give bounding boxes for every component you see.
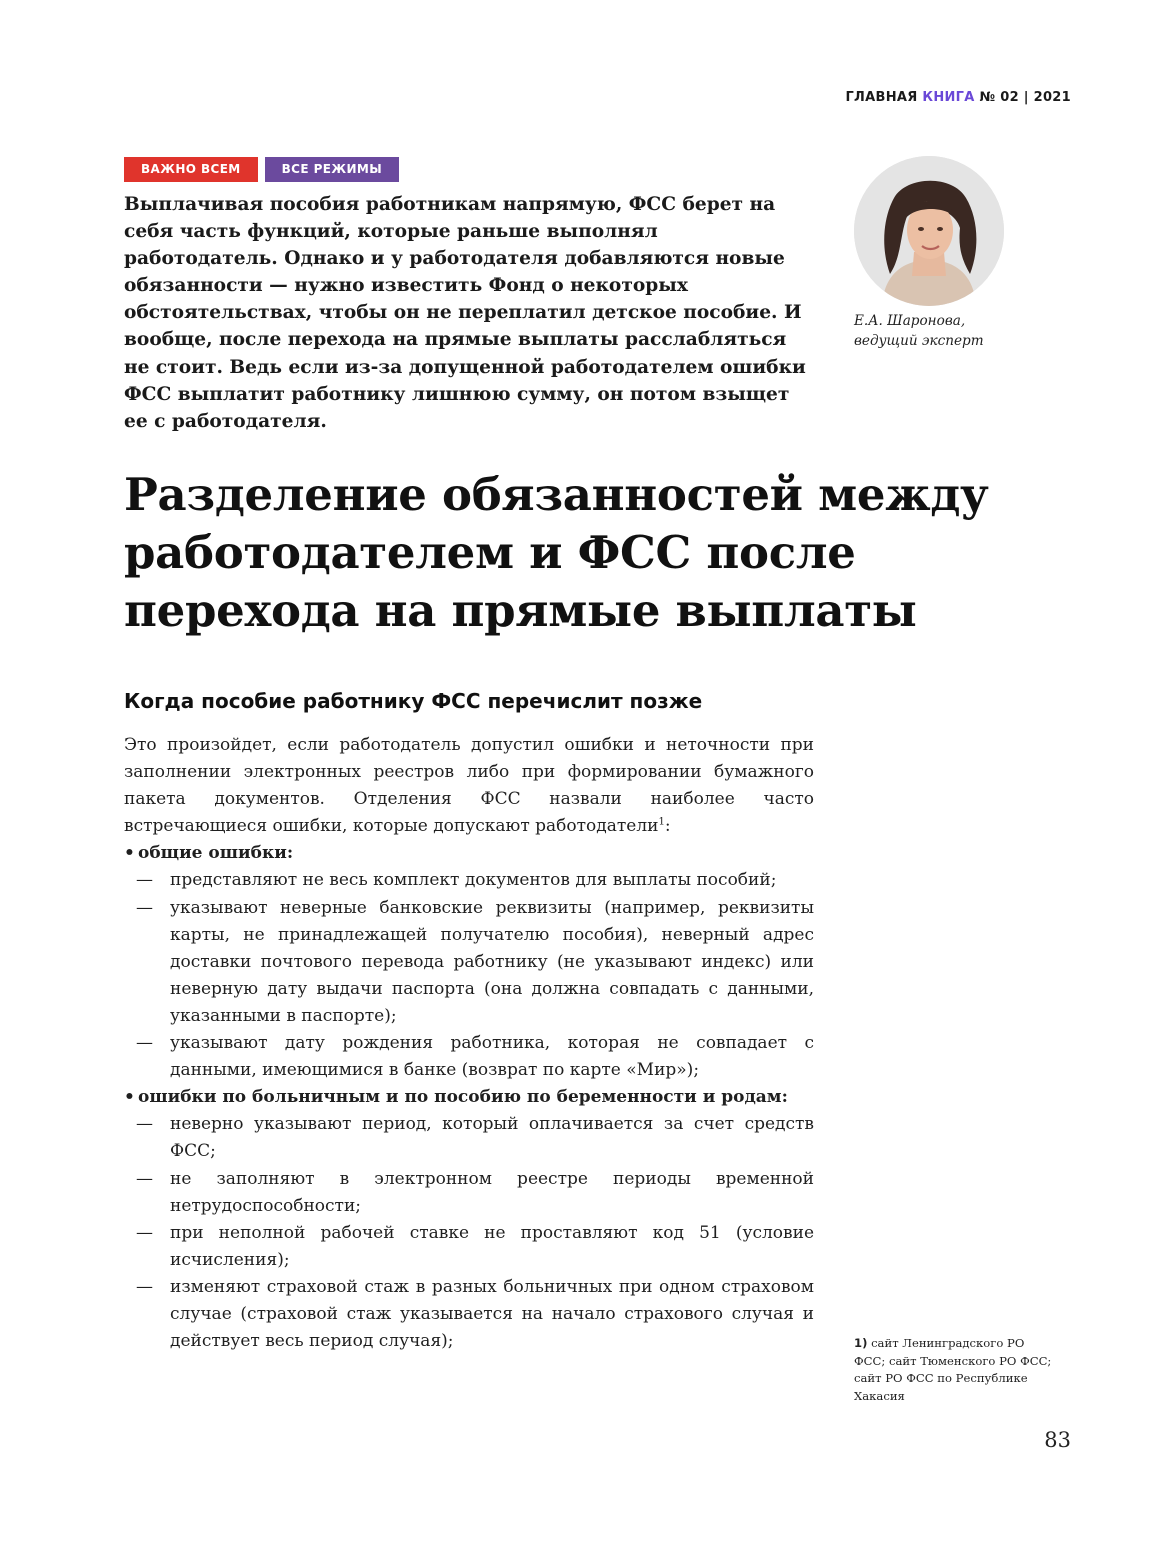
bullet-general-errors (124, 840, 814, 867)
list-item-text: не заполняют в электронном реестре периоды временной нетрудоспособности; (170, 1168, 814, 1216)
list-item (124, 1030, 814, 1084)
article-title: Разделение обязанностей между работодателем и ФСС после перехода на прямые выплаты (124, 468, 989, 637)
author-portrait-image (854, 156, 1004, 306)
dash-mark: — (136, 1222, 153, 1243)
footnote-number: 1) (854, 1336, 868, 1350)
article-body (124, 732, 814, 1355)
issue-number: № 02 | 2021 (979, 90, 1071, 105)
lead-paragraph: Выплачивая пособия работникам напрямую, ФСС берет на себя часть функций, которые раньше выполнял работодатель. Однако и у работодателя добавляются новые обязанности — нужно известить Фонд о некоторых обстоятельствах, чтобы он не переплатил детское пособие. И вообще, после перехода на прямые выплаты расслабляться не стоит. Ведь если из-за допущенной работодателем ошибки ФСС выплатит работнику лишнюю сумму, он потом взыщет ее с работодателя. (124, 194, 806, 432)
dash-mark: — (136, 1033, 153, 1054)
footnote (854, 1335, 1054, 1405)
intro-text: Это произойдет, если работодатель допустил ошибки и неточности при заполнении электронных реестров либо при формировании бумажного пакета документов. Отделения ФСС назвали наиболее часто встречающиеся ошибки, которые допускают работодатели (124, 735, 814, 837)
author-name: Е.А. Шаронова, (854, 313, 966, 329)
list-item (124, 867, 814, 894)
bullet-mark: • (124, 843, 135, 864)
masthead (845, 90, 1071, 105)
list-item (124, 1220, 814, 1274)
list-item (124, 1166, 814, 1220)
tag-important-for-all: ВАЖНО ВСЕМ (124, 157, 258, 182)
bullet-sick-leave-errors (124, 1084, 814, 1111)
list-item-text: неверно указывают период, который оплачивается за счет средств ФСС; (170, 1114, 814, 1162)
bullet-mark: • (124, 1087, 135, 1108)
bullet-label: ошибки по больничным и по пособию по беременности и родам: (138, 1087, 788, 1108)
list-item-text: представляют не весь комплект документов для выплаты пособий; (170, 870, 777, 891)
dash-mark: — (136, 870, 153, 891)
list-item-text: указывают неверные банковские реквизиты (например, реквизиты карты, не принадлежащей получателю пособия), неверный адрес доставки почтового перевода работнику (не указывают индекс) или неверную дату выдачи паспорта (она должна совпадать с данными, указанными в паспорте); (170, 897, 814, 1026)
list-item-text: изменяют страховой стаж в разных больничных при одном страховом случае (страховой стаж указывается на начало страхового случая и действует весь период случая); (170, 1276, 814, 1352)
brand-part2: КНИГА (922, 90, 975, 105)
page-number: 83 (1044, 1428, 1071, 1452)
dash-mark: — (136, 1168, 153, 1189)
author-role: ведущий эксперт (854, 333, 984, 349)
tag-all-regimes: ВСЕ РЕЖИМЫ (265, 157, 399, 182)
tag-group (124, 157, 399, 182)
list-item-text: указывают дату рождения работника, которая не совпадает с данными, имеющимися в банке (возврат по карте «Мир»); (170, 1033, 814, 1081)
list-item-text: при неполной рабочей ставке не проставляют код 51 (условие исчисления); (170, 1222, 814, 1270)
list-item (124, 895, 814, 1030)
dash-mark: — (136, 1114, 153, 1135)
intro-paragraph: Это произойдет, если работодатель допустил ошибки и неточности при заполнении электронных реестров либо при формировании бумажного пакета документов. Отделения ФСС назвали наиболее часто встречающиеся ошибки, которые допускают работодатели$^1$: (124, 735, 814, 837)
section-heading: Когда пособие работнику ФСС перечислит позже (124, 689, 703, 713)
author-photo (854, 156, 1004, 306)
footnote-ref: 1 (658, 816, 665, 828)
author-caption (854, 311, 984, 351)
dash-mark: — (136, 897, 153, 918)
bullet-label: общие ошибки: (138, 843, 294, 864)
list-item (124, 1111, 814, 1165)
dash-mark: — (136, 1276, 153, 1297)
brand-part1: ГЛАВНАЯ (845, 90, 918, 105)
list-item (124, 1274, 814, 1355)
footnote-text: сайт Ленинградского РО ФСС; сайт Тюменского РО ФСС; сайт РО ФСС по Республике Хакасия (854, 1336, 1052, 1403)
